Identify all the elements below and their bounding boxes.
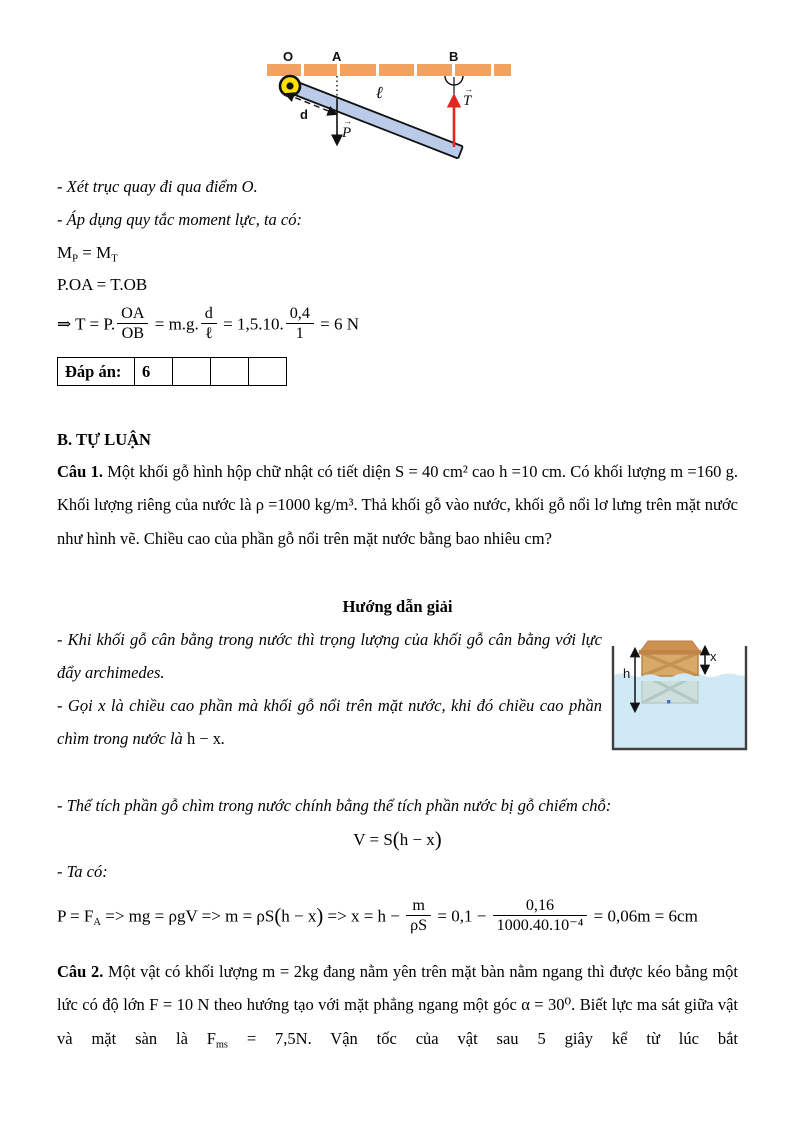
answer-cell: 6 (135, 358, 173, 386)
cau1-guide-bullet1: - Khi khối gỗ cân bằng trong nước thì trọng lượng của khối gỗ cân bằng với lực đẩy archimedes. (57, 630, 602, 683)
point-b-label: B (449, 49, 459, 64)
distance-d-label: d (300, 107, 308, 122)
answer-cell (249, 358, 287, 386)
height-x-label: x (710, 649, 717, 664)
tension-vector-label: → T (463, 94, 471, 109)
selection-dot (667, 700, 670, 703)
guide-title: Hướng dẫn giải (342, 597, 453, 616)
pivot-center (286, 82, 293, 89)
equation-tension-result: ⇒ T = P. $\frac{OA}{OB}$ = m.g. $\frac{d}{\text{ℓ}}$ = 1,5.10. $\frac{0,4}{1}$ = 6 N (57, 305, 360, 343)
point-a-label: A (332, 49, 342, 64)
answer-cell (173, 358, 211, 386)
lever-diagram (262, 50, 516, 164)
equation-volume: V = S(h − x) (353, 829, 442, 851)
answer-label: Đáp án: (58, 358, 135, 386)
point-o-label: O (283, 49, 294, 64)
moment-note-rule: - Áp dụng quy tắc moment lực, ta có: (57, 210, 302, 229)
floating-block-svg (604, 634, 758, 756)
taco-label: - Ta có: (57, 862, 108, 881)
height-h-label: h (623, 666, 631, 681)
equation-moment-balance: $M_P = M_T$ (57, 243, 118, 265)
answer-cell (211, 358, 249, 386)
answer-row (58, 358, 287, 386)
equation-poa-tob: P.OA = T.OB (57, 275, 148, 294)
moment-note-axis: - Xét trục quay đi qua điểm O. (57, 177, 258, 196)
floating-block-figure (604, 634, 758, 756)
equation-buoyancy-main: $P = F_A$ => mg = ρgV => m = ρS(h − x) => x = h − $\frac{m}{\rho S}$ = 0,1 − $\frac{0,16}{\text{1000.40.10⁻⁴}}$ = 0,06m = 6cm (57, 897, 698, 935)
answer-table (57, 357, 287, 386)
cau1-problem: Câu 1. Một khối gỗ hình hộp chữ nhật có tiết diện S = 40 cm² cao h =10 cm. Có khối lượng m =160 g. Khối lượng riêng của nước là ρ =1000 kg/m³. Thả khối gỗ vào nước, khối gỗ nổi lơ lưng trên mặt nước như hình vẽ. Chiều cao của phần gỗ nổi trên mặt nước bằng bao nhiêu cm? (57, 462, 739, 548)
crate-lid-edge (639, 650, 701, 655)
cau2-problem: Câu 2. Một vật có khối lượng m = 2kg đang nằm yên trên mặt bàn nằm ngang thì được kéo bằng một lức có độ lớn F = 10 N theo hướng tạo với mặt phẳng ngang một góc α = 30⁰. Biết lực ma sát giữa vật và mặt sàn là $F_{ms} = 7,5N$. Vận tốc của vật sau 5 giây kể từ lúc bắt (57, 962, 738, 1051)
cau1-guide-bullet3: - Thể tích phần gỗ chìm trong nước chính bằng thể tích phần nước bị gỗ chiếm chỗ: (57, 796, 612, 815)
weight-vector-label: → P (342, 126, 351, 141)
rod-length-label: ℓ (376, 83, 384, 103)
ceiling-bricks (267, 64, 511, 76)
cau1-guide-bullet2: - Gọi x là chiều cao phần mà khối gỗ nổi trên mặt nước, khi đó chiều cao phần chìm trong nước là h − x. (57, 696, 602, 749)
section-b-heading: B. TỰ LUẬN (57, 430, 151, 449)
crate-above-water (639, 641, 701, 676)
